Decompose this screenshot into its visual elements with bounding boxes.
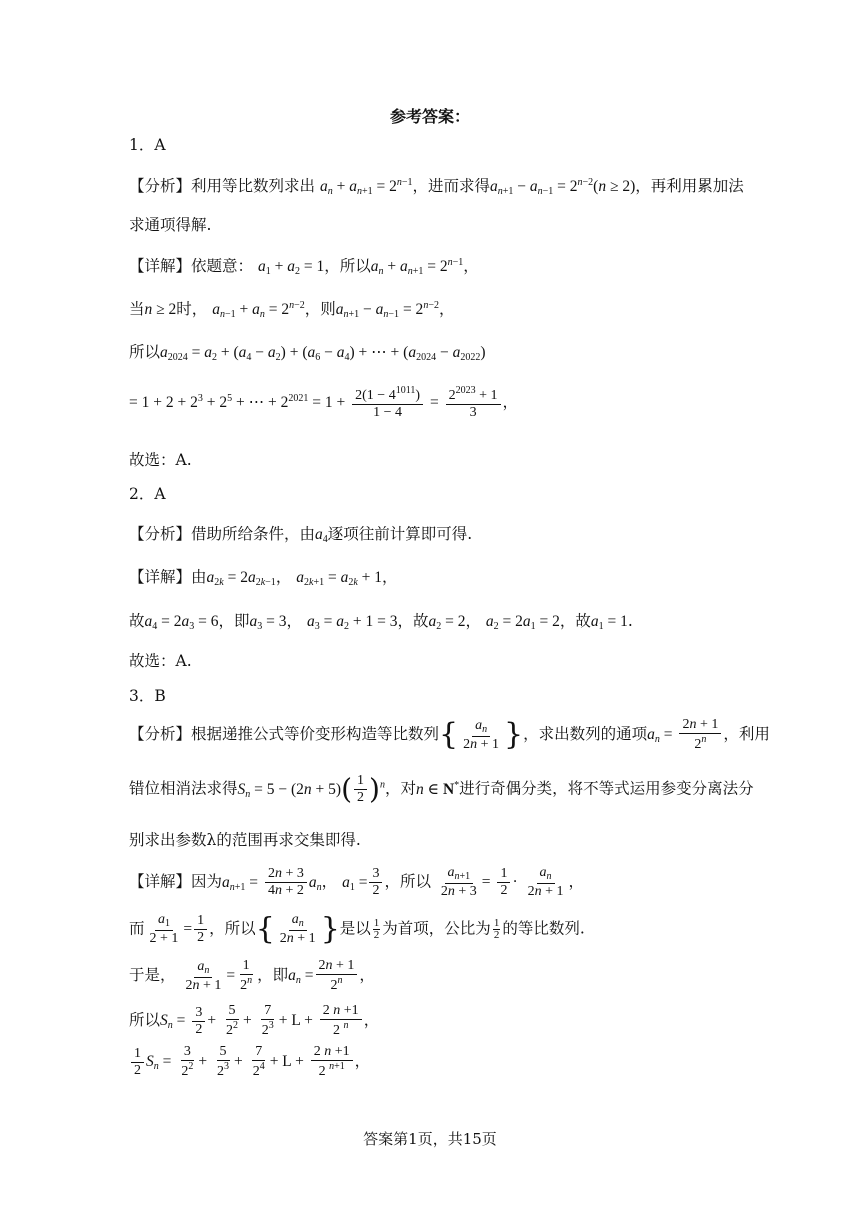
q2-detail-line1: 【详解】由$a_{2k} = 2a_{2k-1}$， $a_{2k+1} = a_{2k} + 1$， xyxy=(129,568,398,588)
q1-detail-line3: 所以$a_{2024} = a_2 + (a_4 - a_2) + (a_6 - a_4)$ + ⋯ + $(a_{2024} - a_{2022})$ xyxy=(129,343,486,363)
q3-analysis-line3: 别求出参数λ的范围再求交集即得. xyxy=(129,831,361,849)
q1-analysis-line1: 【分析】利用等比数列求出 $a_n + a_{n+1} = 2^{n-1}$，进而求得$a_{n+1} - a_{n-1} = 2^{n-2}(n \ge 2)$，再利用累加法 xyxy=(129,177,744,197)
q3-detail-line5: $\frac{1}{2}$ $S_n$ = $\frac{3}{2^2}$ + $\frac{5}{2^3}$ + $\frac{7}{2^4}$ + L + $\frac{2 n +1}{2 ^{n+1}}$ ， xyxy=(129,1045,370,1079)
q3-detail-line1: 【详解】因为$a_{n+1}$ = $\frac{2n + 3}{4n + 2}$ $a_n$， $a_1$ = $\frac{3}{2}$ ，所以 $\frac{a_{n+1}}{2n + 3}$ = $\frac{1}{2}$ · $\frac{a_n}{2n + 1}$ ， xyxy=(129,865,585,899)
q3-detail-line4: 所以$S_n$ = $\frac{3}{2}$ + $\frac{5}{2^2}$ + $\frac{7}{2^3}$ + L + $\frac{2 n +1}{2 ^n}$ ， xyxy=(129,1003,380,1038)
q3-analysis-line1: 【分析】根据递推公式等价变形构造等比数列{ $\frac{a_n}{2n + 1}$ }，求出数列的通项$a_n$ = $\frac{2n + 1}{2^n}$ ，利用 xyxy=(129,717,770,752)
q3-detail-line2: 而 $\frac{a_1}{2 + 1}$ = $\frac{1}{2}$ ，所以{ $\frac{a_n}{2n + 1}$ }是以 $\frac{1}{2}$ 为首项，公比为 $\frac{1}{2}$ 的等比数列. xyxy=(129,911,585,947)
q3-answer: 3．B xyxy=(129,687,166,705)
page-footer: 答案第1页，共15页 xyxy=(363,1130,497,1148)
q1-detail-line4: = $1 + 2 + 2^3 + 2^5$ + ⋯ + $2^{2021} = 1$ + $\frac{2(1 - 4^{1011})}{1 - 4}$ = $\frac{2^{2023} + 1}{3}$ ， xyxy=(129,385,519,420)
q1-choice: 故选：A. xyxy=(129,451,192,469)
q1-detail-line2: 当n ≥ 2时， $a_{n-1} + a_n = 2^{n-2}$，则$a_{n+1} - a_{n-1} = 2^{n-2}$， xyxy=(129,300,455,320)
q1-detail-line1: 【详解】依题意： $a_1 + a_2 = 1$，所以$a_n + a_{n+1} = 2^{n-1}$， xyxy=(129,257,479,277)
q2-answer: 2．A xyxy=(129,485,166,503)
q3-detail-line3: 于是， $\frac{a_n}{2n + 1}$ = $\frac{1}{2^n}$ ，即$a_n$ = $\frac{2n + 1}{2^n}$ ， xyxy=(129,958,375,993)
q1-answer: 1．A xyxy=(129,136,166,154)
q2-choice: 故选：A. xyxy=(129,652,192,670)
q3-analysis-line2: 错位相消法求得$S_n = 5 - (2n + 5)$( $\frac{1}{2}$ )$^n$，对n ∈ N*进行奇偶分类，将不等式运用参变分离法分 xyxy=(129,772,754,806)
q2-analysis: 【分析】借助所给条件，由$a_4$逐项往前计算即可得. xyxy=(129,525,473,545)
page-title: 参考答案： xyxy=(389,107,470,126)
q1-analysis-line2: 求通项得解. xyxy=(129,216,212,234)
q2-detail-line2: 故$a_4 = 2a_3 = 6$，即$a_3 = 3$， $a_3 = a_2 + 1 = 3$，故$a_2 = 2$， $a_2 = 2a_1 = 2$，故$a_1 = 1$. xyxy=(129,612,633,632)
